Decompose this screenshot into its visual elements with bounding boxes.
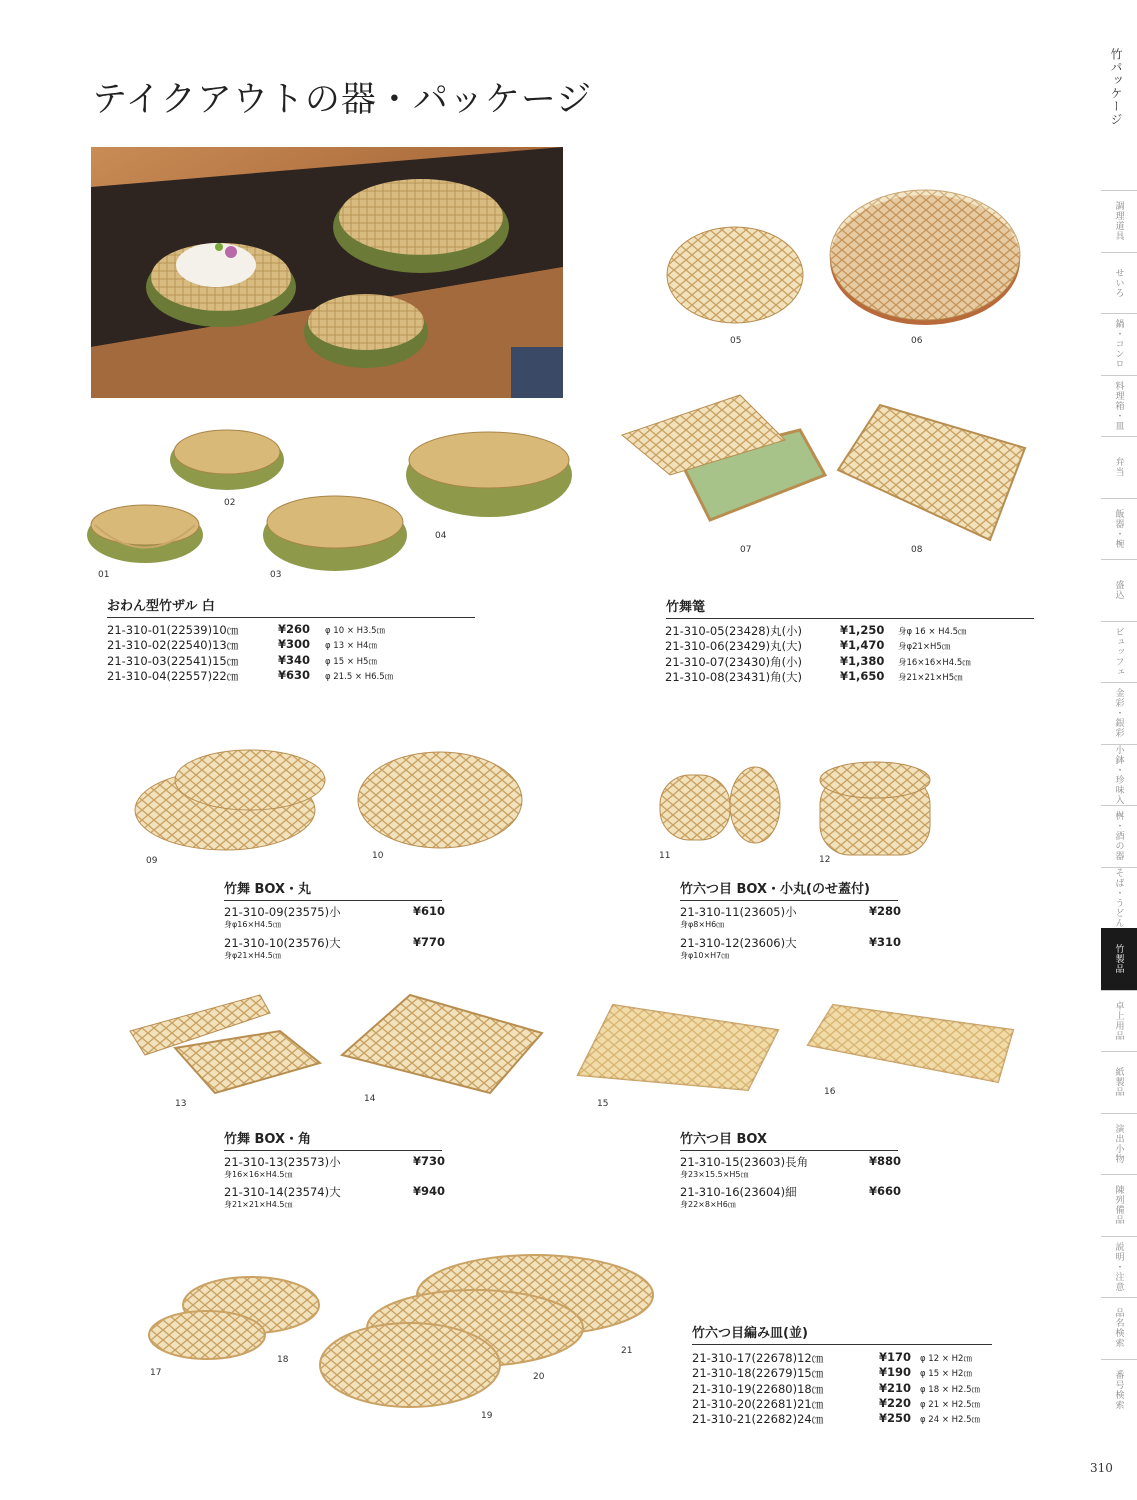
owan-zaru-02-image (170, 430, 284, 490)
image-number: 06 (911, 336, 923, 346)
product-size: φ 21.5 × H6.5㎝ (325, 671, 394, 682)
product-code: 21-310-05(23428)丸(小) (665, 624, 803, 638)
mutsume-komaru-12-image (820, 762, 930, 855)
page-number: 310 (1090, 1461, 1113, 1475)
image-number: 11 (659, 851, 671, 861)
bumaikago-05-image (667, 227, 803, 323)
product-price: ¥660 (869, 1184, 902, 1198)
bumaikago-07-image (622, 395, 825, 520)
image-number: 01 (98, 570, 110, 580)
divider (107, 617, 475, 618)
image-number: 17 (150, 1368, 162, 1378)
section-title: 竹舞 BOX・角 (224, 1132, 312, 1147)
product-code: 21-310-19(22680)18㎝ (692, 1381, 824, 1396)
product-code: 21-310-06(23429)丸(大) (665, 639, 803, 654)
product-size: φ 21 × H2.5㎝ (920, 1399, 981, 1410)
product-size: φ 18 × H2.5㎝ (920, 1384, 981, 1395)
product-size: φ 24 × H2.5㎝ (920, 1415, 981, 1426)
side-index-tab[interactable]: 桝・酒の器 (1101, 805, 1137, 867)
product-price: ¥1,380 (840, 653, 885, 668)
mutsume-sara-17-18-image (149, 1277, 319, 1359)
divider (224, 900, 442, 901)
side-index-tab[interactable]: 弁当 (1101, 436, 1137, 498)
owan-zaru-04-image (406, 432, 572, 517)
hero-photo-image (91, 147, 563, 398)
product-price: ¥280 (869, 904, 902, 918)
image-number: 16 (824, 1087, 836, 1097)
section-title: 竹六つ目 BOX・小丸(のせ蓋付) (680, 882, 870, 897)
side-index-tab[interactable]: 品名検索 (1101, 1297, 1137, 1359)
side-index-tab[interactable]: 紙製品 (1101, 1051, 1137, 1113)
image-number: 10 (372, 851, 384, 861)
section-title: 竹舞篭 (666, 600, 706, 615)
image-number: 02 (224, 498, 236, 508)
product-code: 21-310-12(23606)大 (680, 936, 797, 950)
divider (680, 1150, 898, 1151)
divider (224, 1150, 442, 1151)
product-price: ¥1,470 (840, 638, 885, 653)
product-size: 身16×16×H4.5㎝ (224, 1170, 293, 1179)
product-price: ¥250 (879, 1411, 912, 1426)
page-title: テイクアウトの器・パッケージ (92, 80, 593, 120)
product-size: 身φ21×H5㎝ (898, 642, 951, 653)
product-price: ¥340 (278, 652, 311, 667)
section-title: おわん型竹ザル 白 (107, 599, 215, 614)
product-size: 身φ16×H4.5㎝ (224, 920, 281, 929)
product-price: ¥630 (278, 667, 311, 682)
image-number: 14 (364, 1094, 376, 1104)
side-index-tab[interactable]: 竹製品 (1101, 928, 1137, 990)
image-number: 18 (277, 1355, 289, 1365)
image-number: 20 (533, 1372, 545, 1382)
side-index-tab[interactable]: ビュッフェ (1101, 621, 1137, 683)
image-number: 08 (911, 545, 923, 555)
section-title: 竹六つ目編み皿(並) (692, 1326, 808, 1341)
product-price: ¥310 (869, 935, 902, 949)
product-size: 身23×15.5×H5㎝ (680, 1170, 749, 1179)
mutsume-sara-images (145, 1250, 665, 1420)
product-code: 21-310-17(22678)12㎝ (692, 1351, 824, 1365)
product-code: 21-310-07(23430)角(小) (665, 654, 803, 669)
product-code: 21-310-08(23431)角(大) (665, 669, 803, 684)
side-index-tab[interactable]: 飯器・椀 (1101, 498, 1137, 560)
box-kaku-images (130, 993, 550, 1103)
product-price: ¥730 (413, 1154, 446, 1168)
product-price: ¥300 (278, 637, 311, 652)
product-size: φ 15 × H2㎝ (920, 1369, 972, 1380)
section-title: 竹六つ目 BOX (680, 1132, 768, 1147)
mutsume-komaru-11-image (660, 767, 780, 843)
product-size: 身22×8×H6㎝ (680, 1200, 736, 1209)
box-maru-images (130, 745, 530, 865)
product-size: 身16×16×H4.5㎝ (898, 657, 971, 668)
image-number: 15 (597, 1099, 609, 1109)
product-price: ¥610 (413, 904, 446, 918)
product-size: 身φ 16 × H4.5㎝ (898, 627, 967, 637)
image-number: 13 (175, 1099, 187, 1109)
product-size: 身φ21×H4.5㎝ (224, 951, 281, 960)
product-price: ¥260 (278, 622, 311, 636)
side-index-tab[interactable]: 番号検索 (1101, 1359, 1137, 1421)
box-kaku-14-image (342, 995, 542, 1093)
side-index-tab[interactable]: 卓上用品 (1101, 990, 1137, 1052)
product-size: φ 10 × H3.5㎝ (325, 626, 386, 636)
mutsume-komaru-images (655, 755, 945, 865)
image-number: 07 (740, 545, 752, 555)
product-code: 21-310-11(23605)小 (680, 905, 797, 919)
side-index-tab[interactable]: 小鉢・珍味入 (1101, 744, 1137, 806)
side-index-tab[interactable]: 鍋・コンロ (1101, 313, 1137, 375)
product-code: 21-310-13(23573)小 (224, 1155, 341, 1169)
product-code: 21-310-16(23604)細 (680, 1185, 797, 1199)
bumaikago-images (620, 180, 1040, 540)
side-index-tab[interactable]: 盛込 (1101, 559, 1137, 621)
product-size: φ 13 × H4㎝ (325, 641, 377, 652)
mutsume-sara-19-21-image (320, 1255, 653, 1407)
product-code: 21-310-18(22679)15㎝ (692, 1366, 824, 1381)
product-size: 身21×21×H5㎝ (898, 672, 963, 683)
box-maru-10-image (358, 752, 522, 848)
product-code: 21-310-04(22557)22㎝ (107, 668, 239, 683)
divider (692, 1344, 992, 1345)
product-code: 21-310-09(23575)小 (224, 905, 341, 919)
product-code: 21-310-14(23574)大 (224, 1185, 341, 1199)
image-number: 21 (621, 1346, 633, 1356)
product-size: 身φ10×H7㎝ (680, 951, 730, 960)
product-code: 21-310-20(22681)21㎝ (692, 1396, 824, 1411)
image-number: 19 (481, 1411, 493, 1421)
side-index-tab[interactable]: 説明・注意 (1101, 1236, 1137, 1298)
product-size: 身21×21×H4.5㎝ (224, 1200, 293, 1209)
hero-photo (91, 147, 563, 398)
product-size: φ 12 × H2㎝ (920, 1354, 972, 1364)
product-code: 21-310-15(23603)長角 (680, 1155, 809, 1169)
mutsume-box-15-image (578, 1005, 778, 1090)
product-price: ¥210 (879, 1380, 912, 1395)
product-code: 21-310-02(22540)13㎝ (107, 638, 239, 653)
side-index-tab[interactable]: 陳列備品 (1101, 1174, 1137, 1236)
owan-zaru-03-image (263, 496, 407, 571)
image-number: 12 (819, 855, 831, 865)
side-index-tab[interactable]: そば・うどん (1101, 867, 1137, 929)
product-size: φ 15 × H5㎝ (325, 656, 377, 667)
section-title: 竹舞 BOX・丸 (224, 882, 312, 897)
image-number: 04 (435, 531, 447, 541)
bumaikago-06-image (830, 190, 1020, 325)
product-code: 21-310-03(22541)15㎝ (107, 653, 239, 668)
box-maru-09-image (135, 750, 325, 850)
box-kaku-13-image (130, 995, 320, 1093)
product-price: ¥1,650 (840, 668, 885, 683)
product-code: 21-310-01(22539)10㎝ (107, 623, 239, 637)
product-price: ¥880 (869, 1154, 902, 1168)
product-price: ¥190 (879, 1365, 912, 1380)
section-label: 竹パッケージ (1109, 48, 1123, 126)
mutsume-box-images (578, 1000, 1018, 1100)
owan-zaru-01-image (87, 505, 203, 563)
mutsume-box-16-image (808, 1005, 1013, 1082)
side-index-tab[interactable]: 演出小物 (1101, 1113, 1137, 1175)
side-index-tab[interactable]: 調理道具 (1101, 190, 1137, 252)
product-price: ¥220 (879, 1395, 912, 1410)
divider (666, 618, 1034, 619)
side-index-tab[interactable]: 金彩・銀彩 (1101, 682, 1137, 744)
side-index-tab[interactable]: 料理箱・皿 (1101, 375, 1137, 437)
product-code: 21-310-21(22682)24㎝ (692, 1412, 824, 1427)
image-number: 09 (146, 856, 158, 866)
product-size: 身φ8×H6㎝ (680, 920, 725, 929)
product-price: ¥170 (879, 1350, 912, 1364)
divider (680, 900, 898, 901)
owan-zaru-images (85, 410, 565, 570)
bumaikago-08-image (838, 405, 1025, 540)
product-price: ¥940 (413, 1184, 446, 1198)
image-number: 05 (730, 336, 742, 346)
image-number: 03 (270, 570, 282, 580)
side-index-tab[interactable]: せいろ (1101, 252, 1137, 314)
product-price: ¥770 (413, 935, 446, 949)
product-price: ¥1,250 (840, 623, 885, 637)
product-code: 21-310-10(23576)大 (224, 936, 341, 950)
